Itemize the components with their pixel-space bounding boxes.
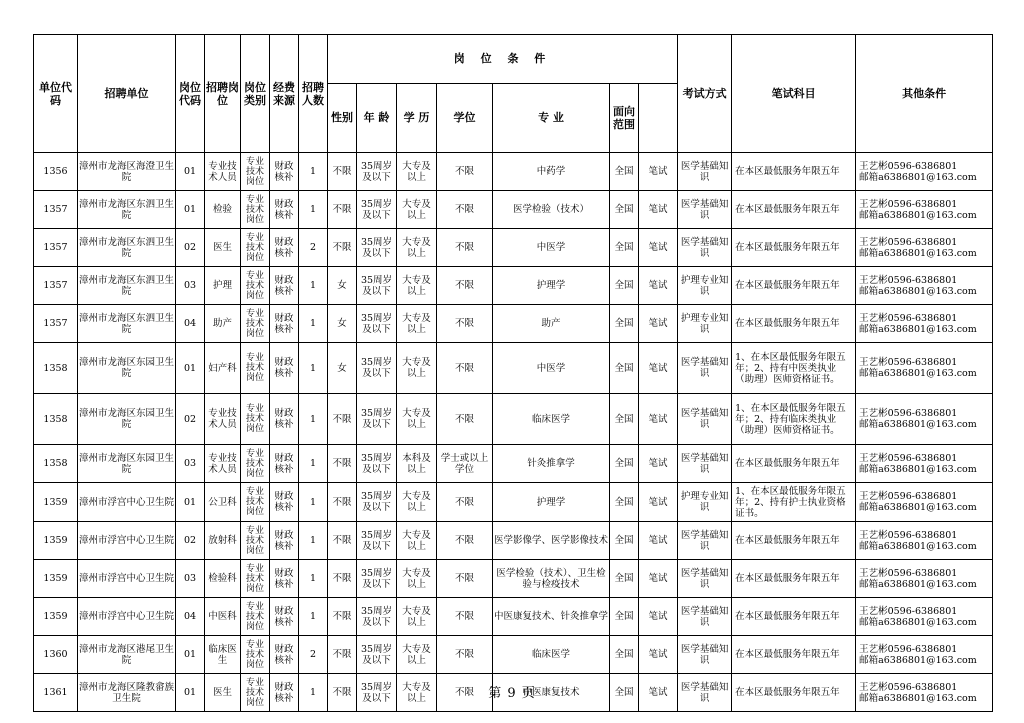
contact-email: 邮箱a6386801@163.com: [859, 578, 977, 590]
other-conditions-cell: 在本区最低服务年限五年: [732, 191, 856, 229]
contact-phone: 王艺彬0596-6386801: [859, 160, 958, 172]
contact-cell: [856, 445, 993, 483]
table-row: [34, 522, 993, 560]
degree-cell: 不限: [437, 674, 493, 712]
post-cell: 助产: [205, 305, 241, 343]
funding-cell: 财政核补: [270, 560, 299, 598]
education-cell: 大专及以上: [397, 394, 437, 445]
education-cell: 大专及以上: [397, 636, 437, 674]
unit-code-cell: 1357: [34, 229, 78, 267]
post-cell: 放射科: [205, 522, 241, 560]
contact-email: 邮箱a6386801@163.com: [859, 368, 977, 379]
page-number: 第 9 页: [488, 686, 536, 701]
scope-cell: 全国: [610, 343, 639, 394]
post-cell: 公卫科: [205, 483, 241, 522]
unit-code-cell: 1358: [34, 343, 78, 394]
funding-cell: 财政核补: [270, 445, 299, 483]
post-cell: 医生: [205, 229, 241, 267]
other-conditions-cell: 1、在本区最低服务年限五年；2、持有中医类执业（助理）医师资格证书。: [732, 343, 856, 394]
unit-code-cell: 1357: [34, 305, 78, 343]
gender-cell: 不限: [328, 598, 357, 636]
age-cell: 35周岁及以下: [357, 522, 397, 560]
post-code-cell: 02: [176, 522, 205, 560]
other-conditions-cell: 在本区最低服务年限五年: [732, 267, 856, 305]
header-exam-mode: 考试方式: [678, 35, 732, 153]
education-cell: 大专及以上: [397, 153, 437, 191]
degree-cell: 学士或以上学位: [437, 445, 493, 483]
post-type-cell: 专业技术岗位: [241, 267, 270, 305]
exam-mode-cell: 笔试: [639, 674, 678, 712]
unit-code-cell: 1359: [34, 598, 78, 636]
exam-mode-cell: 笔试: [639, 522, 678, 560]
funding-cell: 财政核补: [270, 598, 299, 636]
major-cell: 中医学: [493, 229, 610, 267]
unit-cell: 漳州市浮宫中心卫生院: [78, 598, 176, 636]
age-cell: 35周岁及以下: [357, 445, 397, 483]
count-cell: 1: [299, 522, 328, 560]
contact-email: 邮箱a6386801@163.com: [859, 209, 977, 221]
contact-cell: [856, 267, 993, 305]
post-code-cell: 03: [176, 560, 205, 598]
table-row: [34, 305, 993, 343]
contact-phone: 王艺彬0596-6386801: [859, 681, 958, 693]
post-type-cell: 专业技术岗位: [241, 560, 270, 598]
unit-code-cell: 1356: [34, 153, 78, 191]
exam-mode-cell: 笔试: [639, 267, 678, 305]
contact-phone: 王艺彬0596-6386801: [859, 198, 958, 210]
unit-cell: 漳州市浮宫中心卫生院: [78, 483, 176, 522]
exam-subject-cell: 医学基础知识: [678, 229, 732, 267]
contact-phone: 王艺彬0596-6386801: [859, 491, 958, 502]
header-other: 其他条件: [856, 35, 993, 153]
degree-cell: 不限: [437, 636, 493, 674]
exam-subject-cell: 医学基础知识: [678, 394, 732, 445]
contact-cell: [856, 153, 993, 191]
unit-cell: 漳州市龙海区东泗卫生院: [78, 305, 176, 343]
contact-phone: 王艺彬0596-6386801: [859, 529, 958, 541]
post-cell: 临床医生: [205, 636, 241, 674]
post-cell: 中医科: [205, 598, 241, 636]
count-cell: 2: [299, 636, 328, 674]
age-cell: 35周岁及以下: [357, 560, 397, 598]
contact-cell: [856, 343, 993, 394]
header-post-code: 岗位代码: [176, 35, 205, 153]
count-cell: 1: [299, 674, 328, 712]
age-cell: 35周岁及以下: [357, 394, 397, 445]
funding-cell: 财政核补: [270, 343, 299, 394]
major-cell: 护理学: [493, 483, 610, 522]
header-education: 学 历: [397, 83, 437, 152]
header-unit: 招聘单位: [78, 35, 176, 153]
exam-mode-cell: 笔试: [639, 305, 678, 343]
education-cell: 大专及以上: [397, 305, 437, 343]
post-type-cell: 专业技术岗位: [241, 153, 270, 191]
funding-cell: 财政核补: [270, 267, 299, 305]
gender-cell: 不限: [328, 636, 357, 674]
scope-cell: 全国: [610, 445, 639, 483]
major-cell: 护理学: [493, 267, 610, 305]
header-post-type: 岗位类别: [241, 35, 270, 153]
exam-subject-cell: 护理专业知识: [678, 305, 732, 343]
post-type-cell: 专业技术岗位: [241, 522, 270, 560]
degree-cell: 不限: [437, 153, 493, 191]
unit-code-cell: 1357: [34, 267, 78, 305]
degree-cell: 不限: [437, 522, 493, 560]
exam-subject-cell: 医学基础知识: [678, 153, 732, 191]
exam-mode-cell: 笔试: [639, 445, 678, 483]
contact-cell: [856, 191, 993, 229]
table-row: [34, 229, 993, 267]
degree-cell: 不限: [437, 229, 493, 267]
age-cell: 35周岁及以下: [357, 191, 397, 229]
unit-cell: 漳州市龙海区隆教畲族卫生院: [78, 674, 176, 712]
header-count: 招聘人数: [299, 35, 328, 153]
scope-cell: 全国: [610, 394, 639, 445]
unit-code-cell: 1359: [34, 483, 78, 522]
table-row: [34, 267, 993, 305]
contact-phone: 王艺彬0596-6386801: [859, 357, 958, 368]
age-cell: 35周岁及以下: [357, 229, 397, 267]
age-cell: 35周岁及以下: [357, 598, 397, 636]
unit-cell: 漳州市龙海区东园卫生院: [78, 343, 176, 394]
education-cell: 大专及以上: [397, 522, 437, 560]
gender-cell: 不限: [328, 229, 357, 267]
major-cell: 临床医学: [493, 394, 610, 445]
table-row: [34, 598, 993, 636]
count-cell: 1: [299, 191, 328, 229]
table-body: [34, 153, 993, 712]
gender-cell: 女: [328, 343, 357, 394]
unit-code-cell: 1357: [34, 191, 78, 229]
scope-cell: 全国: [610, 560, 639, 598]
count-cell: 1: [299, 305, 328, 343]
header-post: 招聘岗位: [205, 35, 241, 153]
contact-email: 邮箱a6386801@163.com: [859, 323, 977, 335]
post-code-cell: 01: [176, 191, 205, 229]
count-cell: 1: [299, 153, 328, 191]
exam-subject-cell: 医学基础知识: [678, 674, 732, 712]
degree-cell: 不限: [437, 483, 493, 522]
header-major: 专 业: [493, 83, 610, 152]
scope-cell: 全国: [610, 229, 639, 267]
age-cell: 35周岁及以下: [357, 636, 397, 674]
post-code-cell: 04: [176, 305, 205, 343]
post-type-cell: 专业技术岗位: [241, 598, 270, 636]
count-cell: 1: [299, 560, 328, 598]
major-cell: 中医康复技术: [493, 674, 610, 712]
scope-cell: 全国: [610, 153, 639, 191]
contact-cell: [856, 305, 993, 343]
contact-email: 邮箱a6386801@163.com: [859, 247, 977, 259]
post-type-cell: 专业技术岗位: [241, 191, 270, 229]
table-row: [34, 191, 993, 229]
other-conditions-cell: 在本区最低服务年限五年: [732, 229, 856, 267]
post-type-cell: 专业技术岗位: [241, 394, 270, 445]
exam-mode-cell: 笔试: [639, 483, 678, 522]
scope-cell: 全国: [610, 305, 639, 343]
major-cell: 助产: [493, 305, 610, 343]
education-cell: 大专及以上: [397, 343, 437, 394]
gender-cell: 不限: [328, 394, 357, 445]
scope-cell: 全国: [610, 674, 639, 712]
age-cell: 35周岁及以下: [357, 267, 397, 305]
unit-cell: 漳州市龙海区海澄卫生院: [78, 153, 176, 191]
gender-cell: 不限: [328, 674, 357, 712]
funding-cell: 财政核补: [270, 153, 299, 191]
unit-cell: 漳州市龙海区东泗卫生院: [78, 267, 176, 305]
post-cell: 检验: [205, 191, 241, 229]
education-cell: 大专及以上: [397, 267, 437, 305]
count-cell: 1: [299, 394, 328, 445]
exam-mode-cell: 笔试: [639, 343, 678, 394]
unit-cell: 漳州市龙海区东泗卫生院: [78, 229, 176, 267]
exam-subject-cell: 医学基础知识: [678, 445, 732, 483]
contact-phone: 王艺彬0596-6386801: [859, 274, 958, 286]
contact-cell: [856, 636, 993, 674]
unit-cell: 漳州市浮宫中心卫生院: [78, 560, 176, 598]
major-cell: 针灸推拿学: [493, 445, 610, 483]
major-cell: 临床医学: [493, 636, 610, 674]
header-unit-code: 单位代码: [34, 35, 78, 153]
funding-cell: 财政核补: [270, 305, 299, 343]
scope-cell: 全国: [610, 191, 639, 229]
header-conditions: 岗 位 条 件: [328, 35, 678, 84]
scope-cell: 全国: [610, 636, 639, 674]
gender-cell: 女: [328, 305, 357, 343]
count-cell: 1: [299, 267, 328, 305]
contact-phone: 王艺彬0596-6386801: [859, 236, 958, 248]
major-cell: 中药学: [493, 153, 610, 191]
header-scope: 面向范围: [610, 83, 639, 152]
contact-email: 邮箱a6386801@163.com: [859, 692, 977, 704]
count-cell: 1: [299, 343, 328, 394]
gender-cell: 不限: [328, 522, 357, 560]
contact-phone: 王艺彬0596-6386801: [859, 408, 958, 419]
age-cell: 35周岁及以下: [357, 343, 397, 394]
contact-phone: 王艺彬0596-6386801: [859, 452, 958, 464]
education-cell: 本科及以上: [397, 445, 437, 483]
degree-cell: 不限: [437, 598, 493, 636]
contact-email: 邮箱a6386801@163.com: [859, 502, 977, 513]
exam-subject-cell: 护理专业知识: [678, 267, 732, 305]
exam-subject-cell: 医学基础知识: [678, 636, 732, 674]
degree-cell: 不限: [437, 305, 493, 343]
contact-phone: 王艺彬0596-6386801: [859, 605, 958, 617]
education-cell: 大专及以上: [397, 483, 437, 522]
funding-cell: 财政核补: [270, 636, 299, 674]
exam-subject-cell: 医学基础知识: [678, 343, 732, 394]
exam-subject-cell: 医学基础知识: [678, 191, 732, 229]
post-cell: 护理: [205, 267, 241, 305]
funding-cell: 财政核补: [270, 191, 299, 229]
post-type-cell: 专业技术岗位: [241, 636, 270, 674]
degree-cell: 不限: [437, 394, 493, 445]
education-cell: 大专及以上: [397, 598, 437, 636]
exam-mode-cell: 笔试: [639, 191, 678, 229]
post-cell: 妇产科: [205, 343, 241, 394]
age-cell: 35周岁及以下: [357, 483, 397, 522]
post-type-cell: 专业技术岗位: [241, 305, 270, 343]
age-cell: 35周岁及以下: [357, 305, 397, 343]
table-row: [34, 445, 993, 483]
post-cell: 专业技术人员: [205, 445, 241, 483]
contact-email: 邮箱a6386801@163.com: [859, 654, 977, 666]
other-conditions-cell: 1、在本区最低服务年限五年；2、持有护士执业资格证书。: [732, 483, 856, 522]
education-cell: 大专及以上: [397, 229, 437, 267]
exam-mode-cell: 笔试: [639, 598, 678, 636]
header-funding: 经费来源: [270, 35, 299, 153]
contact-email: 邮箱a6386801@163.com: [859, 285, 977, 297]
post-cell: 医生: [205, 674, 241, 712]
unit-cell: 漳州市龙海区东泗卫生院: [78, 191, 176, 229]
other-conditions-cell: 1、在本区最低服务年限五年；2、持有临床类执业（助理）医师资格证书。: [732, 394, 856, 445]
major-cell: 医学影像学、医学影像技术: [493, 522, 610, 560]
post-code-cell: 01: [176, 636, 205, 674]
contact-phone: 王艺彬0596-6386801: [859, 567, 958, 579]
gender-cell: 不限: [328, 445, 357, 483]
contact-email: 邮箱a6386801@163.com: [859, 463, 977, 475]
post-code-cell: 03: [176, 445, 205, 483]
contact-cell: [856, 229, 993, 267]
education-cell: 大专及以上: [397, 191, 437, 229]
other-conditions-cell: 在本区最低服务年限五年: [732, 305, 856, 343]
post-code-cell: 02: [176, 394, 205, 445]
post-type-cell: 专业技术岗位: [241, 674, 270, 712]
unit-cell: 漳州市龙海区东园卫生院: [78, 445, 176, 483]
gender-cell: 不限: [328, 483, 357, 522]
post-type-cell: 专业技术岗位: [241, 445, 270, 483]
count-cell: 2: [299, 229, 328, 267]
gender-cell: 女: [328, 267, 357, 305]
contact-email: 邮箱a6386801@163.com: [859, 540, 977, 552]
major-cell: 中医学: [493, 343, 610, 394]
education-cell: 大专及以上: [397, 674, 437, 712]
contact-cell: [856, 522, 993, 560]
contact-cell: [856, 598, 993, 636]
contact-email: 邮箱a6386801@163.com: [859, 171, 977, 183]
age-cell: 35周岁及以下: [357, 153, 397, 191]
header-gender: 性别: [328, 83, 357, 152]
exam-mode-cell: 笔试: [639, 636, 678, 674]
post-code-cell: 03: [176, 267, 205, 305]
post-code-cell: 02: [176, 229, 205, 267]
major-cell: 中医康复技术、针灸推拿学: [493, 598, 610, 636]
funding-cell: 财政核补: [270, 394, 299, 445]
count-cell: 1: [299, 598, 328, 636]
degree-cell: 不限: [437, 560, 493, 598]
exam-mode-cell: 笔试: [639, 394, 678, 445]
unit-cell: 漳州市龙海区东园卫生院: [78, 394, 176, 445]
contact-phone: 王艺彬0596-6386801: [859, 312, 958, 324]
table-row: [34, 636, 993, 674]
unit-code-cell: 1359: [34, 522, 78, 560]
exam-mode-cell: 笔试: [639, 229, 678, 267]
table-row: [34, 560, 993, 598]
unit-code-cell: 1358: [34, 445, 78, 483]
funding-cell: 财政核补: [270, 522, 299, 560]
contact-cell: [856, 394, 993, 445]
exam-subject-cell: 护理专业知识: [678, 483, 732, 522]
post-cell: 专业技术人员: [205, 153, 241, 191]
other-conditions-cell: 在本区最低服务年限五年: [732, 636, 856, 674]
unit-cell: 漳州市浮宫中心卫生院: [78, 522, 176, 560]
other-conditions-cell: 在本区最低服务年限五年: [732, 674, 856, 712]
gender-cell: 不限: [328, 153, 357, 191]
exam-mode-cell: 笔试: [639, 560, 678, 598]
unit-cell: 漳州市龙海区港尾卫生院: [78, 636, 176, 674]
post-code-cell: 01: [176, 483, 205, 522]
exam-subject-cell: 医学基础知识: [678, 560, 732, 598]
scope-cell: 全国: [610, 267, 639, 305]
contact-email: 邮箱a6386801@163.com: [859, 419, 977, 430]
scope-cell: 全国: [610, 483, 639, 522]
post-code-cell: 01: [176, 343, 205, 394]
recruitment-table: [33, 34, 993, 712]
contact-email: 邮箱a6386801@163.com: [859, 616, 977, 628]
degree-cell: 不限: [437, 191, 493, 229]
contact-cell: [856, 560, 993, 598]
major-cell: 医学检验（技术）、卫生检验与检疫技术: [493, 560, 610, 598]
other-conditions-cell: 在本区最低服务年限五年: [732, 560, 856, 598]
exam-subject-cell: 医学基础知识: [678, 598, 732, 636]
exam-mode-cell: 笔试: [639, 153, 678, 191]
degree-cell: 不限: [437, 343, 493, 394]
funding-cell: 财政核补: [270, 483, 299, 522]
scope-cell: 全国: [610, 522, 639, 560]
unit-code-cell: 1360: [34, 636, 78, 674]
contact-phone: 王艺彬0596-6386801: [859, 643, 958, 655]
scope-cell: 全国: [610, 598, 639, 636]
other-conditions-cell: 在本区最低服务年限五年: [732, 445, 856, 483]
funding-cell: 财政核补: [270, 674, 299, 712]
post-type-cell: 专业技术岗位: [241, 343, 270, 394]
table-row: [34, 153, 993, 191]
header-exam-subject: 笔试科目: [732, 35, 856, 153]
gender-cell: 不限: [328, 191, 357, 229]
gender-cell: 不限: [328, 560, 357, 598]
other-conditions-cell: 在本区最低服务年限五年: [732, 522, 856, 560]
post-cell: 检验科: [205, 560, 241, 598]
other-conditions-cell: 在本区最低服务年限五年: [732, 598, 856, 636]
post-code-cell: 01: [176, 674, 205, 712]
degree-cell: 不限: [437, 267, 493, 305]
unit-code-cell: 1359: [34, 560, 78, 598]
funding-cell: 财政核补: [270, 229, 299, 267]
table-row: [34, 394, 993, 445]
table-row: [34, 483, 993, 522]
header-age: 年 龄: [357, 83, 397, 152]
count-cell: 1: [299, 483, 328, 522]
unit-code-cell: 1361: [34, 674, 78, 712]
table-row: [34, 343, 993, 394]
age-cell: 35周岁及以下: [357, 674, 397, 712]
other-conditions-cell: 在本区最低服务年限五年: [732, 153, 856, 191]
count-cell: 1: [299, 445, 328, 483]
contact-cell: [856, 483, 993, 522]
post-code-cell: 04: [176, 598, 205, 636]
post-type-cell: 专业技术岗位: [241, 483, 270, 522]
education-cell: 大专及以上: [397, 560, 437, 598]
exam-subject-cell: 医学基础知识: [678, 522, 732, 560]
unit-code-cell: 1358: [34, 394, 78, 445]
post-type-cell: 专业技术岗位: [241, 229, 270, 267]
post-cell: 专业技术人员: [205, 394, 241, 445]
post-code-cell: 01: [176, 153, 205, 191]
header-degree: 学位: [437, 83, 493, 152]
major-cell: 医学检验（技术）: [493, 191, 610, 229]
